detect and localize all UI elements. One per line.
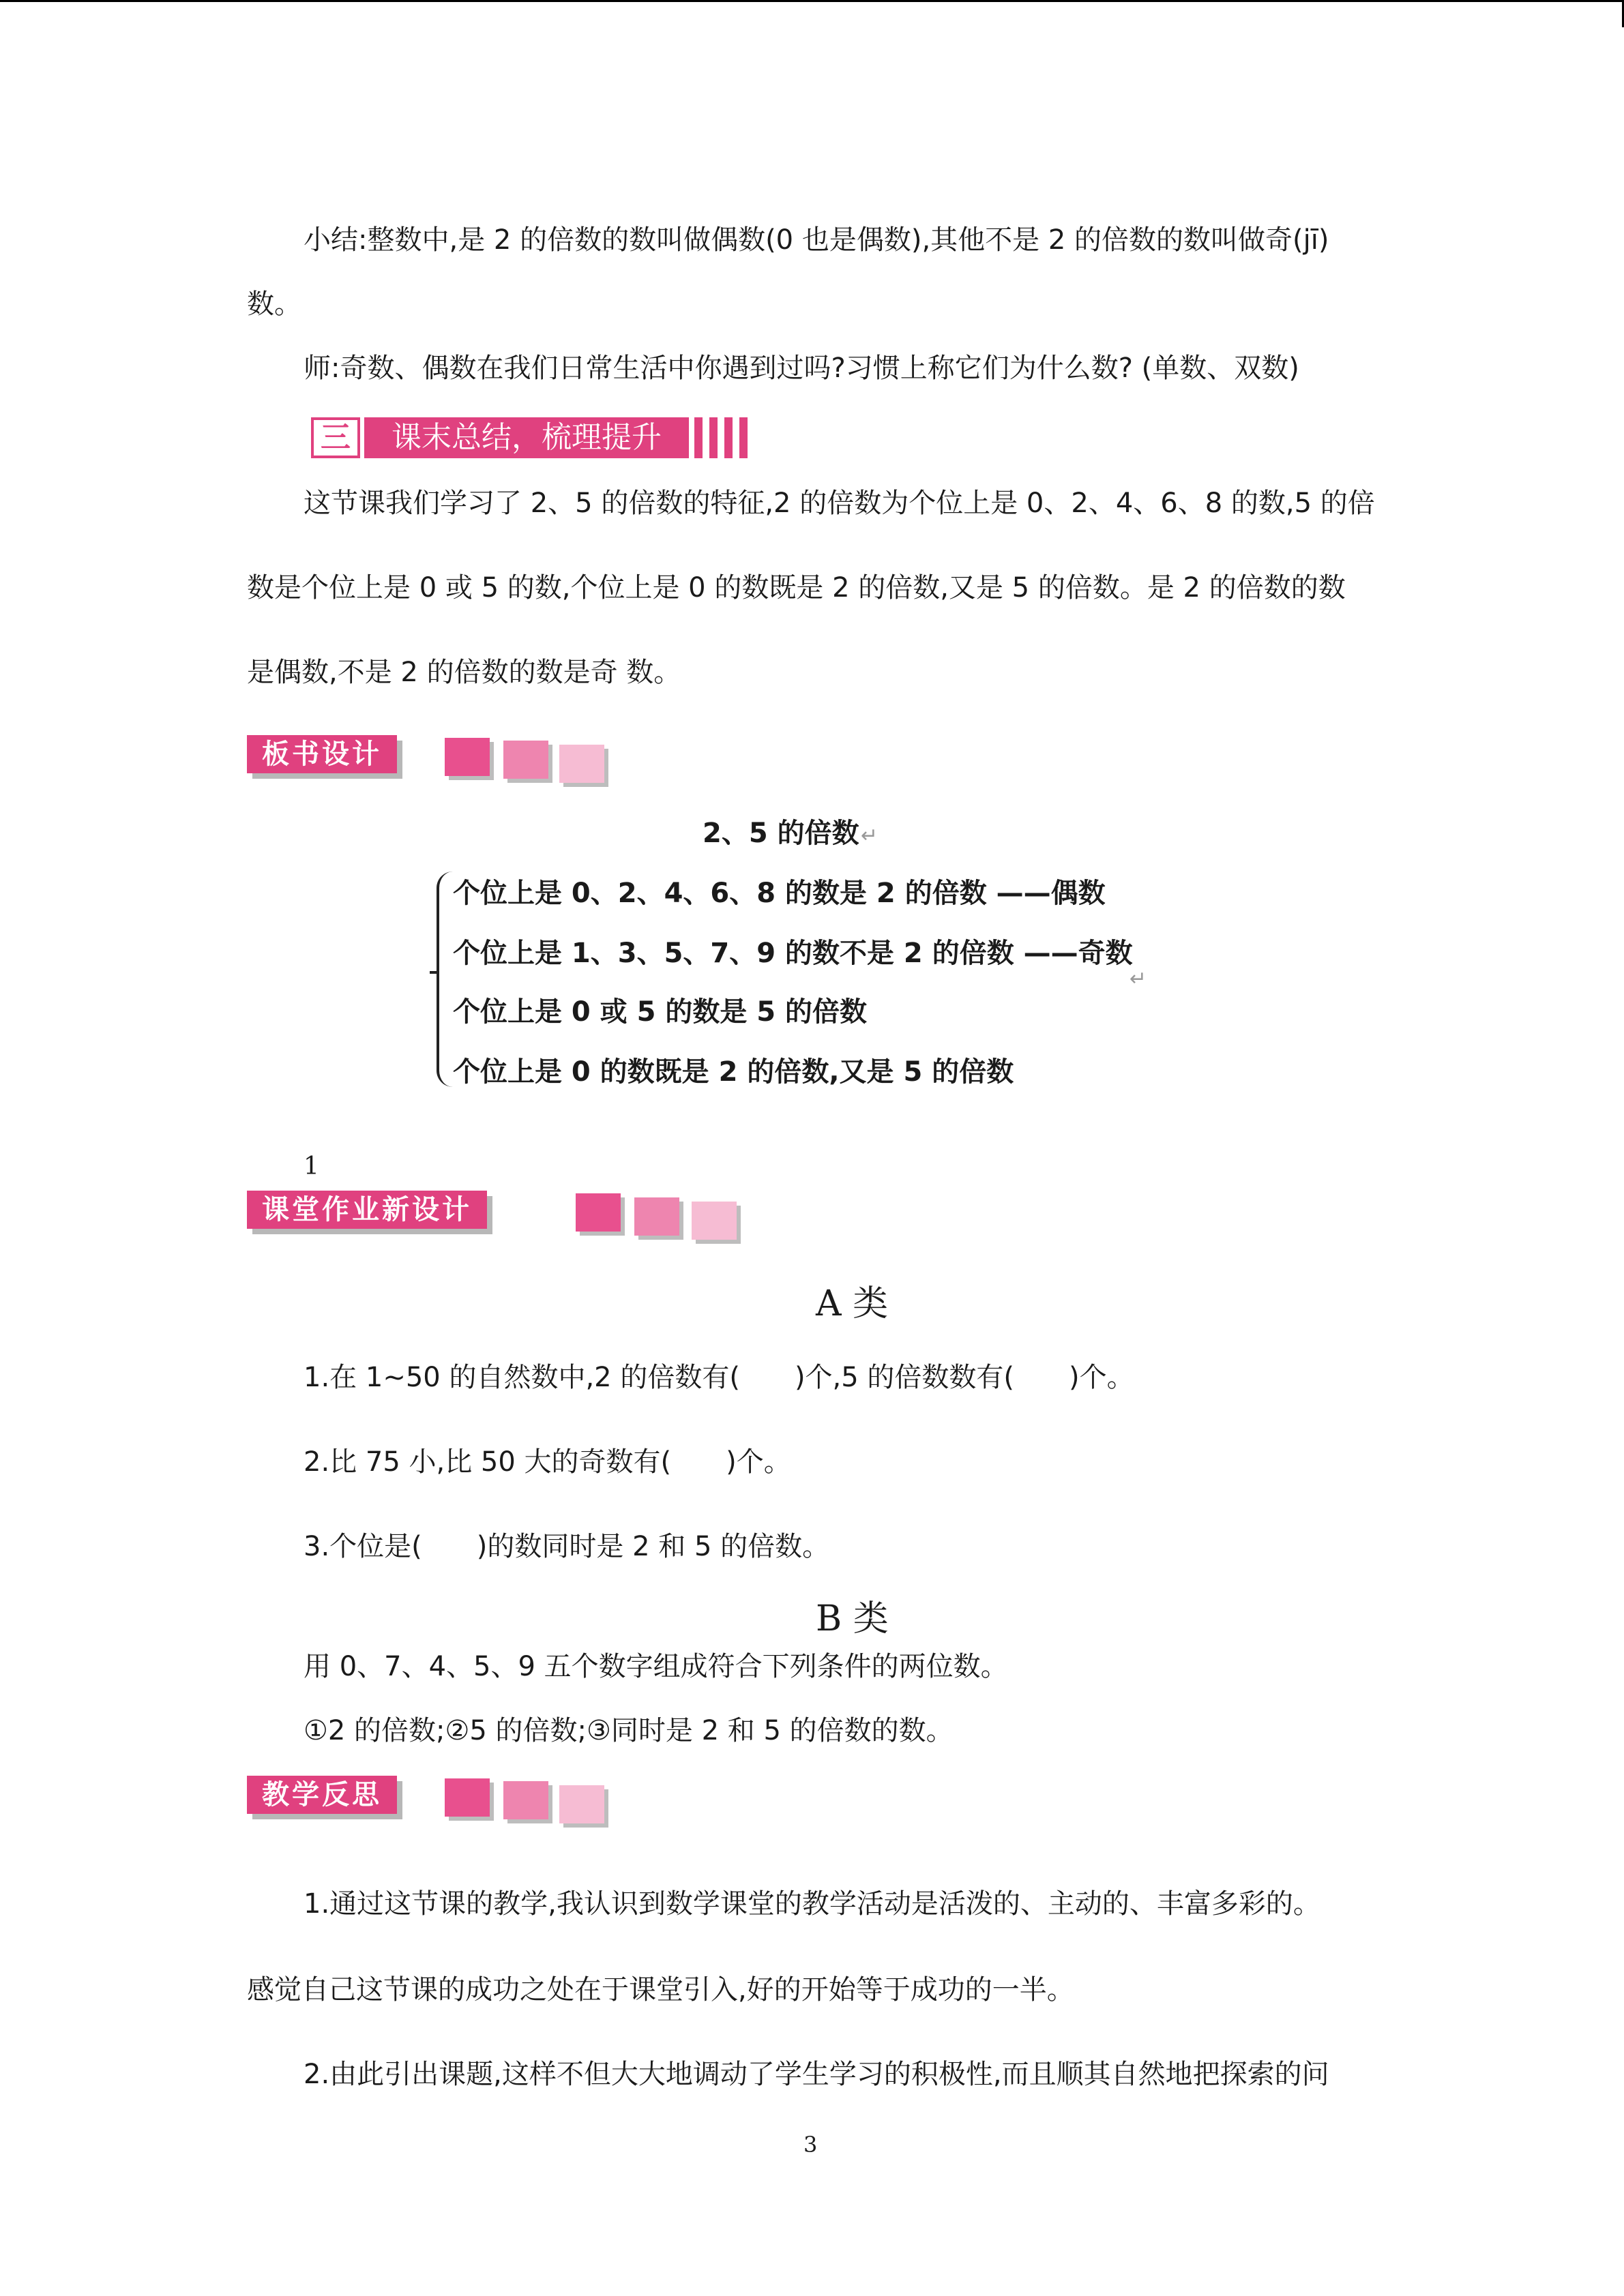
return-mark: ↵ xyxy=(861,824,879,848)
badge-square-1 xyxy=(445,738,490,776)
reflection-badge: 教学反思 xyxy=(247,1776,397,1814)
return-mark: ↵ xyxy=(1130,967,1147,991)
hw-a-item-1: 1.在 1~50 的自然数中,2 的倍数有( )个,5 的倍数数有( )个。 xyxy=(304,1362,1134,1393)
recap-line-2: 数是个位上是 0 或 5 的数,个位上是 0 的数既是 2 的倍数,又是 5 的倍数。是 2 的倍数的数 xyxy=(247,572,1346,603)
badge-square-3 xyxy=(559,1785,604,1823)
category-a-title: A 类 xyxy=(816,1283,889,1324)
reflection-line-3: 2.由此引出课题,这样不但大大地调动了学生学习的积极性,而且顺其自然地把探索的问 xyxy=(304,2059,1329,2090)
badge-square-3 xyxy=(559,745,604,783)
summary-line-1: 小结:整数中,是 2 的倍数的数叫做偶数(0 也是偶数),其他不是 2 的倍数的数叫做奇(jī) xyxy=(304,224,1329,256)
category-b-title: B 类 xyxy=(816,1598,889,1639)
recap-line-1: 这节课我们学习了 2、5 的倍数的特征,2 的倍数为个位上是 0、2、4、6、8 的数,5 的倍 xyxy=(304,488,1375,519)
hw-b-line-2: ①2 的倍数;②5 的倍数;③同时是 2 和 5 的倍数的数。 xyxy=(304,1715,954,1746)
hw-a-item-2: 2.比 75 小,比 50 大的奇数有( )个。 xyxy=(304,1446,791,1478)
section-title-bar: 课末总结，梳理提升 xyxy=(364,417,689,458)
board-line-3: 个位上是 0 或 5 的数是 5 的倍数 xyxy=(453,996,868,1028)
marker-1: 1 xyxy=(304,1152,319,1180)
board-title: 2、5 的倍数 xyxy=(703,818,859,849)
board-brace-tip xyxy=(430,971,439,974)
page-number: 3 xyxy=(803,2132,818,2158)
section-number-box: 三 xyxy=(311,417,360,458)
reflection-line-2: 感觉自己这节课的成功之处在于课堂引入,好的开始等于成功的一半。 xyxy=(247,1974,1074,2006)
board-design-badge: 板书设计 xyxy=(247,735,397,773)
badge-square-2 xyxy=(503,741,548,779)
badge-square-1 xyxy=(445,1778,490,1817)
page-top-border xyxy=(0,0,1624,2)
badge-square-1 xyxy=(576,1193,621,1232)
teacher-question: 师:奇数、偶数在我们日常生活中你遇到过吗?习惯上称它们为什么数? (单数、双数) xyxy=(304,353,1299,384)
reflection-line-1: 1.通过这节课的教学,我认识到数学课堂的教学活动是活泼的、主动的、丰富多彩的。 xyxy=(304,1888,1320,1920)
homework-badge: 课堂作业新设计 xyxy=(247,1191,487,1229)
hw-b-line-1: 用 0、7、4、5、9 五个数字组成符合下列条件的两位数。 xyxy=(304,1651,1008,1682)
hw-a-item-3: 3.个位是( )的数同时是 2 和 5 的倍数。 xyxy=(304,1531,830,1562)
board-line-1: 个位上是 0、2、4、6、8 的数是 2 的倍数 ——偶数 xyxy=(453,878,1106,909)
badge-square-2 xyxy=(503,1781,548,1819)
board-line-2: 个位上是 1、3、5、7、9 的数不是 2 的倍数 ——奇数 xyxy=(453,938,1133,969)
recap-line-3: 是偶数,不是 2 的倍数的数是奇 数。 xyxy=(247,657,681,688)
board-line-4: 个位上是 0 的数既是 2 的倍数,又是 5 的倍数 xyxy=(453,1056,1014,1088)
badge-square-2 xyxy=(634,1197,679,1236)
summary-line-2: 数。 xyxy=(247,288,301,320)
badge-square-3 xyxy=(692,1202,737,1240)
